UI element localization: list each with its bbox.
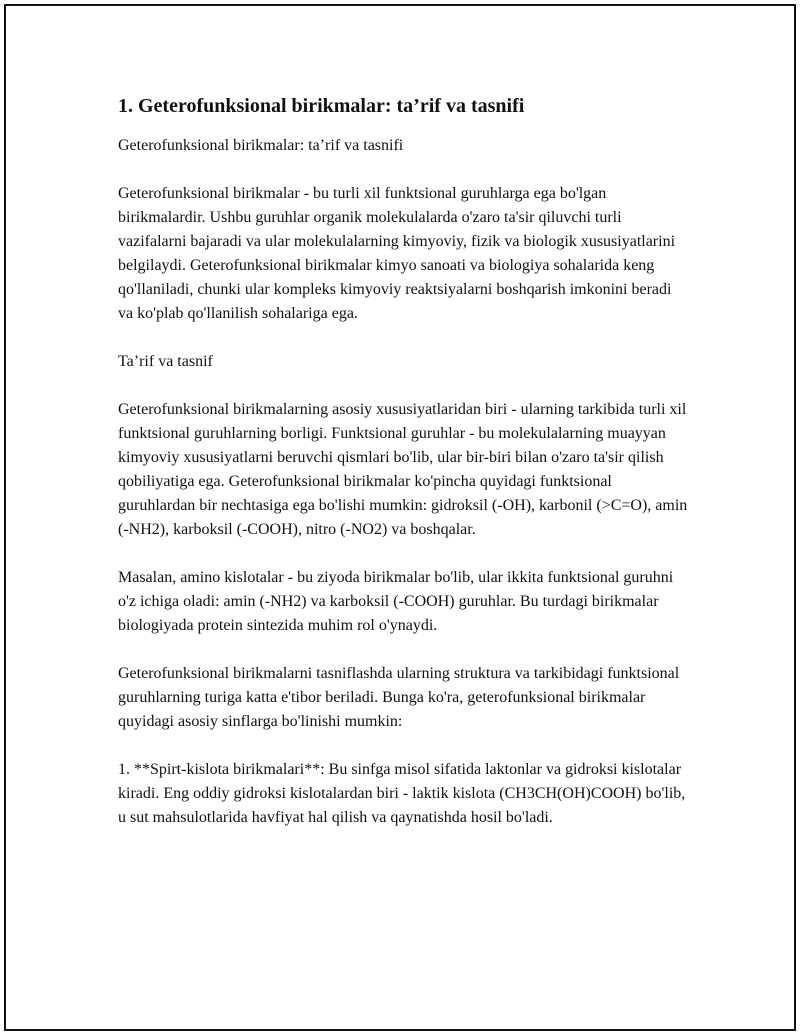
amino-acids-paragraph: Masalan, amino kislotalar - bu ziyoda birikmalar bo'lib, ular ikkita funktsional guruhni o'z ichiga oladi: amin (-NH2) va karboksil (-COOH) guruhlar. Bu turdagi birikmalar biologiyada protein sintezida muhim rol o'ynaydi. bbox=[118, 569, 674, 634]
functional-groups-paragraph: Geterofunksional birikmalarning asosiy xususiyatlaridan biri - ularning tarkibida turli xil funktsional guruhlarning borligi. Funktsional guruhlar - bu molekulalarning muayyan kimyoviy xususiyatlarni beruvchi qismlari bo'lib, ular bir-biri bilan o'zaro ta'sir qilish qobiliyatiga ega. Geterofunksional birikmalar ko'pincha quyidagi funktsional guruhlardan bir nechtasiga ega bo'lishi mumkin: gidroksil (-OH), karbonil (>C=O), amin (-NH2), karboksil (-COOH), nitro (-NO2) va boshqalar. bbox=[118, 401, 688, 538]
section-heading-paragraph: Ta’rif va tasnif bbox=[118, 353, 213, 370]
subtitle-paragraph: Geterofunksional birikmalar: ta’rif va tasnifi bbox=[118, 137, 404, 154]
intro-paragraph: Geterofunksional birikmalar - bu turli xil funktsional guruhlarga ega bo'lgan birikmalardir. Ushbu guruhlar organik molekulalarda o'zaro ta'sir qiluvchi turli vazifalarni bajaradi va ular molekulalarning kimyoviy, fizik va biologik xususiyatlarini belgilaydi. Geterofunksional birikmalar kimyo sanoati va biologiya sohalarida keng qo'llaniladi, chunki ular kompleks kimyoviy reaktsiyalarni boshqarish imkonini beradi va ko'plab qo'llanilish sohalariga ega. bbox=[118, 185, 676, 322]
list-item-paragraph: 1. **Spirt-kislota birikmalari**: Bu sinfga misol sifatida laktonlar va gidroksi kislotalar kiradi. Eng oddiy gidroksi kislotalardan biri - laktik kislota (CH3CH(OH)COOH) bo'lib, u sut mahsulotlarida havfiyat hal qilish va qaynatishda hosil bo'ladi. bbox=[118, 761, 686, 826]
page-title: 1. Geterofunksional birikmalar: ta’rif va tasnifi bbox=[118, 95, 525, 117]
document-body bbox=[118, 92, 688, 854]
classification-paragraph: Geterofunksional birikmalarni tasniflashda ularning struktura va tarkibidagi funktsional guruhlarning turiga katta e'tibor beriladi. Bunga ko'ra, geterofunksional birikmalar quyidagi asosiy sinflarga bo'linishi mumkin: bbox=[118, 665, 680, 730]
